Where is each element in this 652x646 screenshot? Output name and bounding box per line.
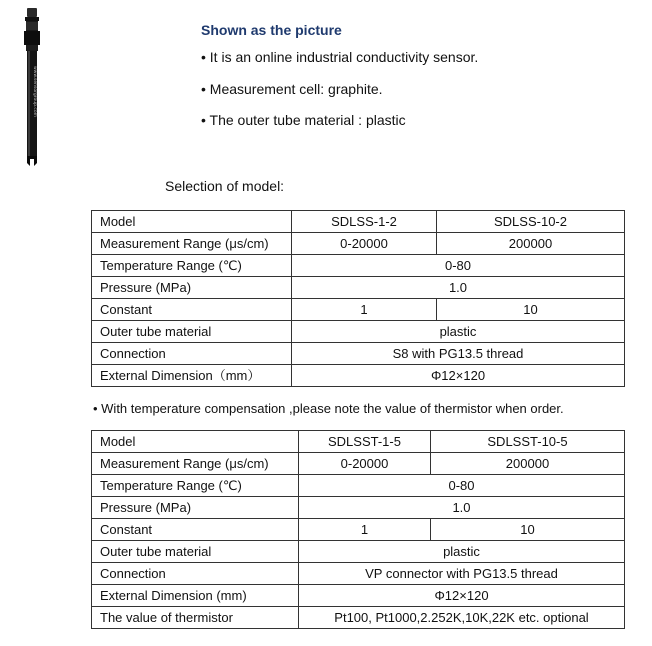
selection-label: Selection of model:	[165, 178, 285, 194]
table-row	[92, 453, 625, 475]
table-row	[92, 233, 625, 255]
row-value: 1.0	[292, 277, 625, 299]
sensor-tube-highlight	[28, 51, 30, 156]
table-row	[92, 563, 625, 585]
row-label: Model	[92, 431, 299, 453]
temperature-compensation-note: • With temperature compensation ,please note the value of thermistor when order.	[93, 401, 564, 416]
row-label: External Dimension (mm)	[92, 585, 299, 607]
conductivity-sensor-image	[14, 6, 50, 168]
table-row	[92, 299, 625, 321]
table-row	[92, 431, 625, 453]
feature-item: • The outer tube material : plastic	[201, 112, 406, 128]
row-value: SDLSST-10-5	[431, 431, 625, 453]
sensor-electrode-tip	[27, 156, 37, 166]
row-value: Φ12×120	[292, 365, 625, 387]
row-value: 10	[437, 299, 625, 321]
row-value: 10	[431, 519, 625, 541]
table-row	[92, 607, 625, 629]
row-label: Pressure (MPa)	[92, 277, 292, 299]
table-row	[92, 365, 625, 387]
row-value: 0-80	[292, 255, 625, 277]
row-value: S8 with PG13.5 thread	[292, 343, 625, 365]
table-row	[92, 321, 625, 343]
row-value: 0-80	[299, 475, 625, 497]
row-value: SDLSST-1-5	[299, 431, 431, 453]
row-label: Temperature Range (℃)	[92, 475, 299, 497]
intro-heading: Shown as the picture	[201, 22, 342, 38]
feature-item: • It is an online industrial conductivity sensor.	[201, 49, 479, 65]
row-label: Constant	[92, 519, 299, 541]
row-label: Outer tube material	[92, 541, 299, 563]
row-label: Pressure (MPa)	[92, 497, 299, 519]
row-value: 1.0	[299, 497, 625, 519]
row-value: 200000	[437, 233, 625, 255]
table-row	[92, 277, 625, 299]
row-label: Connection	[92, 343, 292, 365]
row-label: Measurement Range (μs/cm)	[92, 233, 292, 255]
row-value: Φ12×120	[299, 585, 625, 607]
table-row	[92, 519, 625, 541]
row-label: Connection	[92, 563, 299, 585]
sensor-nut	[24, 31, 40, 45]
table-row	[92, 255, 625, 277]
feature-list	[201, 48, 478, 143]
row-label: The value of thermistor	[92, 607, 299, 629]
table-row	[92, 475, 625, 497]
row-value: 0-20000	[292, 233, 437, 255]
row-value: plastic	[299, 541, 625, 563]
table-row	[92, 211, 625, 233]
row-value: SDLSS-10-2	[437, 211, 625, 233]
row-label: Constant	[92, 299, 292, 321]
row-value: VP connector with PG13.5 thread	[299, 563, 625, 585]
sensor-brand-text: www.sensorgroup.com	[32, 66, 37, 118]
row-value: 0-20000	[299, 453, 431, 475]
table-row	[92, 497, 625, 519]
table-row	[92, 585, 625, 607]
sensor-collar	[26, 45, 38, 51]
row-label: Model	[92, 211, 292, 233]
table-row	[92, 343, 625, 365]
row-label: Outer tube material	[92, 321, 292, 343]
row-value: SDLSS-1-2	[292, 211, 437, 233]
row-value: Pt100, Pt1000,2.252K,10K,22K etc. optional	[299, 607, 625, 629]
row-label: Temperature Range (℃)	[92, 255, 292, 277]
row-label: External Dimension（mm）	[92, 365, 292, 387]
row-label: Measurement Range (μs/cm)	[92, 453, 299, 475]
spec-table-temp-compensation	[91, 430, 625, 629]
sensor-thread	[26, 21, 38, 31]
table-row	[92, 541, 625, 563]
sensor-cap-ring	[25, 17, 39, 21]
row-value: 1	[292, 299, 437, 321]
row-value: 200000	[431, 453, 625, 475]
spec-table-standard	[91, 210, 625, 387]
row-value: plastic	[292, 321, 625, 343]
feature-item: • Measurement cell: graphite.	[201, 80, 383, 97]
row-value: 1	[299, 519, 431, 541]
sensor-cap	[27, 8, 37, 17]
